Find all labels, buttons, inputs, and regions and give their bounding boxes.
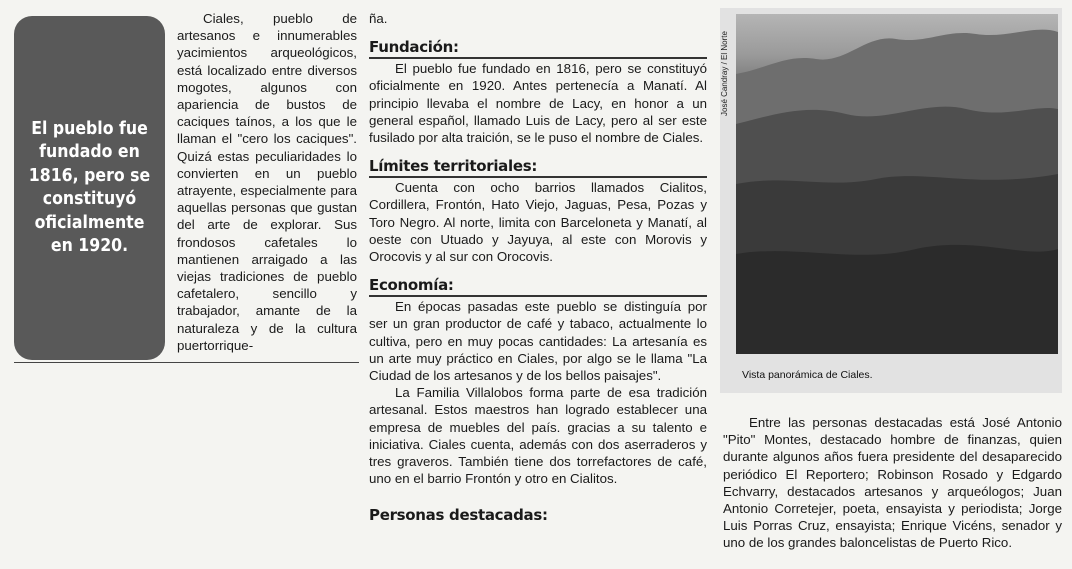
heading-economia: Economía: [369, 277, 707, 297]
intro-column [177, 10, 357, 354]
personas-column [723, 414, 1062, 552]
main-column [369, 10, 707, 526]
landscape-photo [736, 14, 1058, 354]
personas-text: Entre las personas destacadas está José Antonio "Pito" Montes, destacado hombre de finanzas, quien durante algunos años fuera presidente del desaparecido periódico El Reportero; Robinson Rosado y Edgardo Echvarry, destacados artesanos y arqueólogos; Juan Antonio Corretejer, poeta, ensayista y periodista; Jorge Luis Porras Cruz, ensayista; Enrique Vicéns, senador y uno de los grandes baloncelistas de Puerto Rico. [723, 415, 1062, 551]
photo-credit: José Candray / El Norte [720, 31, 729, 116]
intro-continuation: ña. [369, 11, 388, 26]
column-rule [14, 362, 359, 363]
heading-limites: Límites territoriales: [369, 158, 707, 178]
intro-paragraph: Ciales, pueblo de artesanos e innumerables yacimientos arqueológicos, está localizado entre diversos mogotes, algunos con apariencia de bustos de caciques taínos, a los que le llaman el "cero los caciques". Quizá estas peculiaridades lo convierten en un pueblo atrayente, especialmente para aquellas personas que gustan del arte de explorar. Sus frondosos cafetales lo mantienen arraigado a las viejas tradiciones de pueblo cafetalero, sencillo y trabajador, amante de la naturaleza y de la cultura puertorrique- [177, 11, 357, 353]
heading-fundacion: Fundación: [369, 39, 707, 59]
pull-quote-box [14, 16, 165, 360]
pull-quote-text: El pueblo fue fundado en 1816, pero se constituyó oficialmente en 1920. [28, 118, 151, 256]
photo-frame [720, 8, 1062, 393]
heading-personas: Personas destacadas: [369, 506, 548, 525]
economia-paragraph-2: La Familia Villalobos forma parte de esa tradición artesanal. Estos maestros han logrado establecer una empresa de muebles del país. gracias a su talento e iniciativa. Ciales cuenta, además con dos aserraderos y tres graveros. También tiene dos torrefactores de café, uno en el barrio Frontón y otro en Cialitos. [369, 385, 707, 487]
fundacion-text: El pueblo fue fundado en 1816, pero se constituyó oficialmente en 1920. Antes pertenecía a Manatí. Al principio llevaba el nombre de Lacy, en honor a un general español, llamado Luis de Lacy, pero al ser este fusilado por alta traición, se le puso el nombre de Ciales. [369, 61, 707, 146]
economia-paragraph-1: En épocas pasadas este pueblo se distinguía por ser un gran productor de café y tabaco, actualmente lo cultiva, pero en muy pocas cantidades: La artesanía es un arte muy práctico en Ciales, por algo se le llama "La Ciudad de los artesanos y de los bellos paisajes". [369, 299, 707, 384]
photo-caption: Vista panorámica de Ciales. [742, 369, 873, 381]
limites-text: Cuenta con ocho barrios llamados Cialitos, Cordillera, Frontón, Hato Viejo, Jaguas, Pesa, Pozas y Toro Negro. Al norte, limita con Barceloneta y Manatí, al oeste con Utuado y Jayuya, al este con Morovis y Orocovis y al sur con Orocovis. [369, 180, 707, 265]
